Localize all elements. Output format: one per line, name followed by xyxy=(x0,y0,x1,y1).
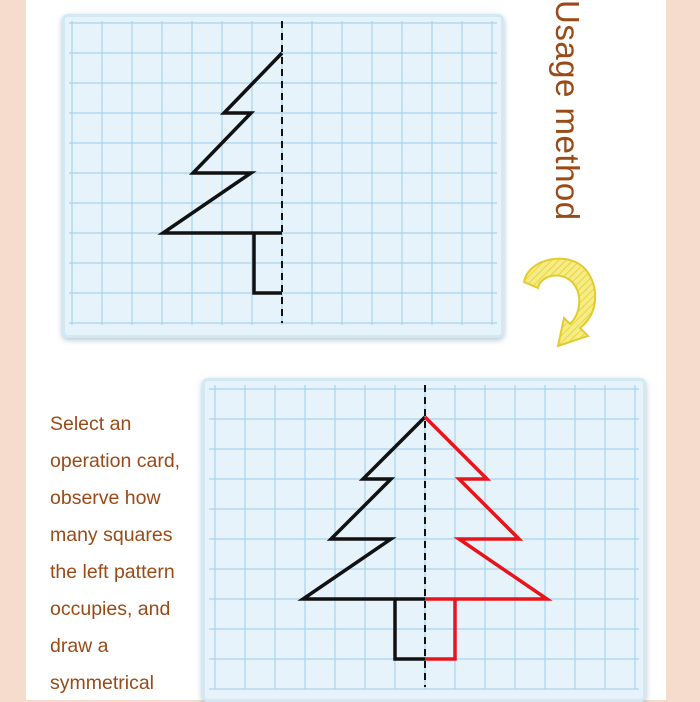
instruction-line: draw a xyxy=(50,635,109,657)
instruction-line: occupies, and xyxy=(50,598,171,620)
curved-arrow-icon xyxy=(514,248,606,348)
instruction-line: many squares xyxy=(50,524,173,546)
operation-card-example xyxy=(62,14,504,338)
operation-card-completed xyxy=(202,378,646,702)
usage-method-title: Usage method xyxy=(549,0,586,221)
grid-drawing-half xyxy=(65,17,501,335)
instruction-text xyxy=(50,406,220,702)
tree-right-half xyxy=(425,417,547,599)
tree-left-half xyxy=(303,417,425,599)
instruction-line: observe how xyxy=(50,487,161,509)
grid-drawing-full xyxy=(205,381,643,699)
instruction-line: operation card, xyxy=(50,450,181,472)
instruction-line: symmetrical xyxy=(50,672,155,694)
instruction-line: Select an xyxy=(50,413,132,435)
instruction-line: the left pattern xyxy=(50,561,175,583)
